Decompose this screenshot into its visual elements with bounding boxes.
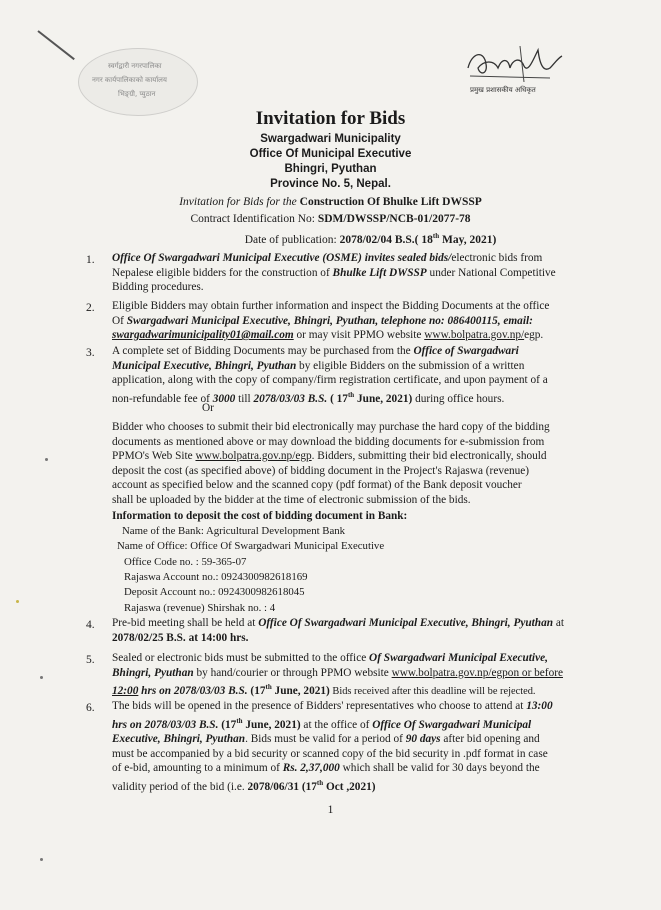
text-span: of e-bid, amounting to a minimum of [112, 762, 283, 775]
text-span: Office Of Swargadwari Municipal Executive (OSME) invites sealed bids/ [112, 252, 452, 264]
text-span: till [235, 392, 254, 405]
or-text: Or [202, 402, 214, 414]
text-span: hrs on 2078/03/03 B.S. [112, 718, 219, 731]
text-span: Executive, Bhingri, Pyuthan [112, 732, 246, 745]
text-span: PPMO's Web Site [112, 450, 196, 463]
rajaswa-account: Rajaswa Account no.: 0924300982618169 [124, 571, 308, 583]
office-name: Office Of Municipal Executive [249, 148, 412, 160]
item-4-text [112, 616, 590, 645]
bank-office-name: Name of Office: Office Of Swargadwari Municipal Executive [117, 540, 385, 552]
org-name: Swargadwari Municipality [260, 133, 401, 145]
text-span: or may visit PPMO website [293, 329, 425, 342]
pen-stroke [37, 30, 74, 60]
text-span: 13:00 [526, 700, 553, 712]
office-code: Office Code no. : 59-365-07 [124, 556, 247, 568]
text-span: documents as mentioned above or may download the bidding documents for e-submission from [112, 435, 545, 448]
text-span: June, 2021) [271, 684, 330, 697]
text-span: electronic bids from [451, 252, 543, 264]
text-span: at [553, 617, 564, 629]
item-number: 2. [86, 302, 95, 314]
text-span: Oct ,2021) [323, 780, 376, 793]
scan-speck [16, 600, 19, 603]
text-span: Bhingri, Pyuthan [112, 666, 194, 679]
text-span: at the office of [300, 718, 373, 731]
ppmo-link[interactable]: www.bolpatra.gov.np/egp [195, 450, 312, 463]
invitation-project: Construction Of Bhulke Lift DWSSP [299, 196, 482, 208]
text-span: June, 2021) [242, 718, 301, 731]
text-span: 2078/03/03 B.S. [253, 392, 328, 405]
invitation-line [0, 196, 661, 208]
text-span: by eligible Bidders on the submission of a written [296, 359, 525, 372]
email-link[interactable]: swargadwarimunicipality01@mail.com [112, 329, 294, 342]
text-span: 3000 [212, 392, 236, 405]
text-span: Pre-bid meeting shall be held at [112, 617, 259, 629]
text-span: deposit the cost (as specified above) of bidding document in the Project's Rajaswa (revenue) [112, 464, 530, 477]
stamp-text-line: भिङ्ग्री, प्युठान [118, 90, 156, 98]
text-span: under National Competitive [426, 266, 556, 279]
text-span: (17 [247, 684, 266, 697]
text-span: application, along with the copy of company/firm registration certificate, and upon payment of a [112, 374, 548, 387]
rajaswa-shirshak: Rajaswa (revenue) Shirshak no. : 4 [124, 602, 276, 614]
text-span: 2078/06/31 (17 [247, 780, 317, 793]
text-span: The bids will be opened in the presence of Bidders' representatives who choose to attend at [112, 700, 527, 712]
text-span: must be accompanied by a bid security or scanned copy of the bid security in .pdf format in case [112, 747, 548, 760]
text-span: hrs on 2078/03/03 B.S. [138, 684, 248, 697]
text-span: Office Of Swargadwari Municipal Executive, Bhingri, Pyuthan [258, 617, 553, 629]
bank-name: Name of the Bank: Agricultural Development Bank [122, 525, 346, 537]
text-span: . Bidders, submitting their bid electronically, should [311, 450, 547, 463]
text-span: Office Of Swargadwari Municipal [372, 718, 532, 731]
text-span: Sealed or electronic bids must be submitted to the office [112, 652, 370, 664]
item-3-electronic-text [112, 420, 590, 508]
text-span: th [316, 778, 324, 787]
contract-label: Contract Identification No: [190, 213, 315, 225]
signature-caption: प्रमुख प्रशासकीय अधिकृत [470, 86, 536, 94]
text-span: Nepalese eligible bidders for the construction of [112, 266, 333, 279]
text-span: validity period of the bid (i.e. [112, 780, 248, 793]
document-title: Invitation for Bids [255, 108, 406, 129]
text-span: . Bids must be valid for a period of [245, 732, 406, 745]
address: Bhingri, Pyuthan [284, 163, 377, 175]
text-span: Swargadwari Municipal Executive, Bhingri, Pyuthan, telephone no: 086400115, email: [126, 314, 533, 327]
item-number: 1. [86, 254, 95, 266]
item-1-text [112, 251, 590, 295]
text-span: Bhulke Lift DWSSP [332, 266, 427, 279]
date-label: Date of publication: [244, 233, 337, 246]
item-number: 6. [86, 702, 95, 714]
item-3-text [112, 344, 590, 406]
scan-speck [40, 676, 43, 679]
page-number: 1 [327, 804, 334, 816]
scan-speck [45, 458, 48, 461]
item-2-text [112, 299, 590, 343]
date-ad-month: May, 2021) [439, 233, 497, 246]
scan-speck [40, 858, 43, 861]
text-span: 90 days [405, 732, 441, 745]
item-number: 5. [86, 654, 95, 666]
text-span: th [265, 683, 272, 692]
text-span: Office of Swargadwari [413, 345, 519, 357]
text-span: A complete set of Bidding Documents may be purchased from the [112, 345, 414, 357]
date-bs: 2078/02/04 B.S. [339, 233, 415, 246]
text-span: Rs. 2,37,000 [282, 762, 340, 775]
text-span: account as specified below and the scanned copy (pdf format) of the Bank deposit voucher [112, 479, 522, 492]
date-ad: ( 18 [414, 233, 433, 246]
text-span: th [347, 390, 355, 399]
text-span: Eligible Bidders may obtain further information and inspect the Bidding Documents at the office [112, 300, 550, 312]
item-number: 3. [86, 347, 95, 359]
text-span: Of [112, 314, 127, 327]
text-span: egp. [524, 329, 544, 342]
text-span: Municipal Executive, Bhingri, Pyuthan [112, 359, 297, 372]
text-span: shall be uploaded by the bidder at the time of electronic submission of the bids. [112, 493, 471, 506]
text-span: Of Swargadwari Municipal Executive, [369, 652, 548, 664]
text-span: 2078/02/25 B.S. at 14:00 hrs. [112, 631, 249, 644]
text-span: th [236, 716, 243, 725]
text-span: 12:00 [112, 684, 139, 697]
invitation-prefix: Invitation for Bids for the [179, 196, 297, 208]
text-span: which shall be valid for 30 days beyond the [339, 762, 540, 775]
text-span: Bidding procedures. [112, 281, 204, 294]
item-5-text [112, 651, 590, 700]
publication-date-line [0, 232, 661, 246]
ppmo-link[interactable]: www.bolpatra.gov.np/egpon or before [391, 666, 563, 679]
contract-id-line [0, 213, 661, 225]
text-span: Bids received after this deadline will be rejected. [329, 685, 536, 697]
stamp-text-line: स्वर्गद्वारी नगरपालिका [108, 62, 162, 70]
item-number: 4. [86, 619, 95, 631]
item-6-text [112, 699, 590, 794]
text-span: (17 [218, 718, 237, 731]
text-span: Bidder who chooses to submit their bid electronically may purchase the hard copy of the bidding [112, 421, 550, 433]
text-span: June, 2021) [354, 392, 413, 405]
bank-info-heading: Information to deposit the cost of bidding document in Bank: [112, 510, 408, 522]
text-span: during office hours. [412, 392, 505, 405]
ppmo-link[interactable]: www.bolpatra.gov.np/ [424, 329, 525, 342]
text-span: after bid opening and [440, 732, 540, 745]
text-span: ( 17 [327, 392, 348, 405]
text-span: by hand/courier or through PPMO website [193, 666, 392, 679]
contract-id: SDM/DWSSP/NCB-01/2077-78 [317, 213, 471, 225]
province: Province No. 5, Nepal. [270, 178, 391, 190]
date-ad-suffix: th [432, 232, 440, 240]
deposit-account: Deposit Account no.: 0924300982618045 [124, 586, 305, 598]
text-span: non-refundable fee of [112, 392, 213, 405]
stamp-text-line: नगर कार्यपालिकाको कार्यालय [92, 76, 167, 84]
